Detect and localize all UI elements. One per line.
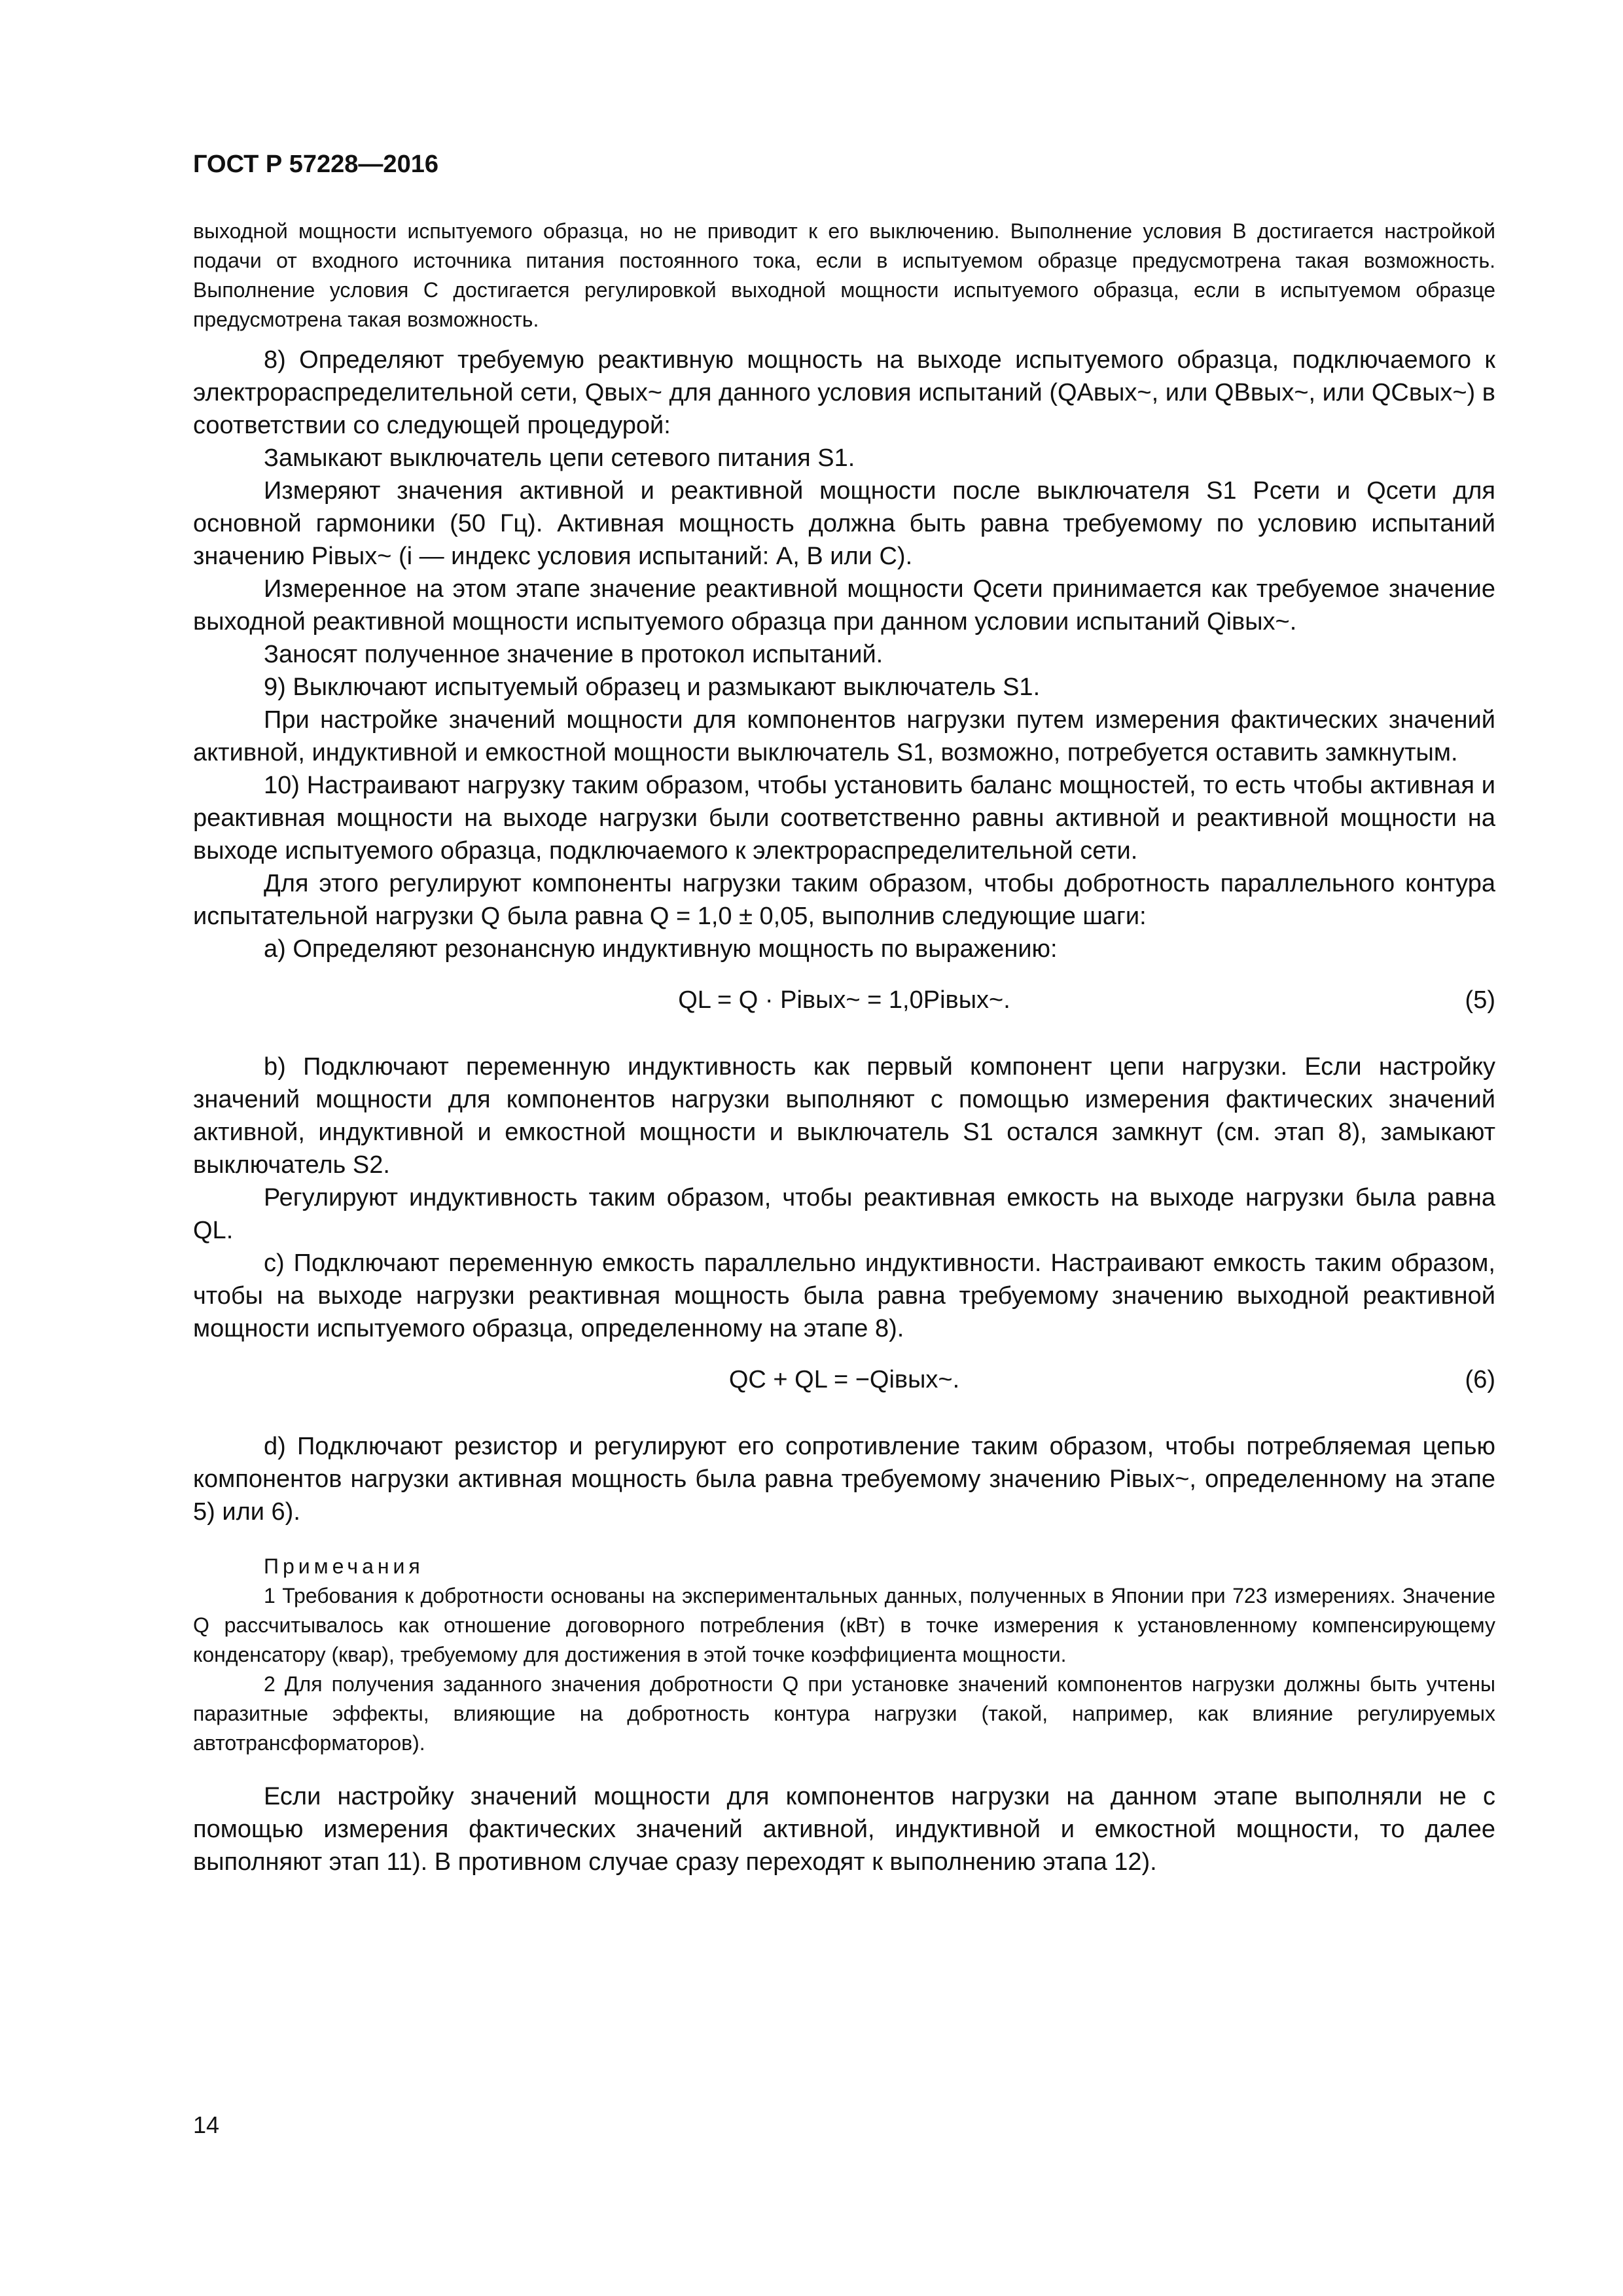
formula-5-expression: QL = Q · Piвых~ = 1,0Piвых~. bbox=[678, 986, 1010, 1014]
paragraph-step-d: d) Подключают резистор и регулируют его сопротивление таким образом, чтобы потребляемая цепью компонентов нагрузки активная мощность была равна требуемому значению Piвых~, определенному на этапе 5) или 6). bbox=[193, 1433, 1495, 1526]
formula-5 bbox=[193, 984, 1495, 1030]
paragraph-measure-power: Измеряют значения активной и реактивной мощности после выключателя S1 Pсети и Qсети для основной гармоники (50 Гц). Активная мощность должна быть равна требуемому по условию испытаний значению Piвых~ (i — индекс условия испытаний: A, B или C). bbox=[193, 477, 1495, 570]
paragraph-step-9: 9) Выключают испытуемый образец и размыкают выключатель S1. bbox=[264, 673, 1041, 701]
formula-5-number: (5) bbox=[1465, 986, 1495, 1014]
formula-6-expression: QC + QL = −Qiвых~. bbox=[728, 1366, 960, 1393]
document-page bbox=[193, 151, 1495, 1878]
paragraph-record-value: Заносят полученное значение в протокол испытаний. bbox=[264, 641, 883, 668]
paragraph-close-s1: Замыкают выключатель цепи сетевого питания S1. bbox=[264, 444, 855, 472]
paragraph-quality-factor: Для этого регулируют компоненты нагрузки таким образом, чтобы добротность параллельного контура испытательной нагрузки Q была равна Q = 1,0 ± 0,05, выполнив следующие шаги: bbox=[193, 870, 1495, 930]
paragraph-step-a: a) Определяют резонансную индуктивную мощность по выражению: bbox=[264, 935, 1058, 963]
formula-6 bbox=[193, 1363, 1495, 1409]
document-header: ГОСТ Р 57228—2016 bbox=[193, 151, 438, 178]
paragraph-step-8: 8) Определяют требуемую реактивную мощность на выходе испытуемого образца, подключаемого к электрораспределительной сети, Qвых~ для данного условия испытаний (QAвых~, или QBвых~, или QCвых~) в соответствии со следующей процедурой: bbox=[193, 346, 1495, 439]
paragraph-adjust-inductance: Регулируют индуктивность таким образом, чтобы реактивная емкость на выходе нагрузки была равна QL. bbox=[193, 1184, 1495, 1244]
paragraph-step-b: b) Подключают переменную индуктивность как первый компонент цепи нагрузки. Если настройку значений мощности для компонентов нагрузки выполняют с помощью измерения фактических значений активной, индуктивной и емкостной мощности и выключатель S1 остался замкнут (см. этап 8), замыкают выключатель S2. bbox=[193, 1053, 1495, 1179]
paragraph-measured-value: Измеренное на этом этапе значение реактивной мощности Qсети принимается как требуемое значение выходной реактивной мощности испытуемого образца при данном условии испытаний Qiвых~. bbox=[193, 575, 1495, 636]
notes-block bbox=[193, 1552, 1495, 1758]
final-paragraph: Если настройку значений мощности для компонентов нагрузки на данном этапе выполняли не с помощью измерения фактических значений активной, индуктивной и емкостной мощности, то далее выполняют этап 11). В противном случае сразу переходят к выполнению этапа 12). bbox=[193, 1783, 1495, 1876]
paragraph-step-10: 10) Настраивают нагрузку таким образом, чтобы установить баланс мощностей, то есть чтобы активная и реактивная мощности на выходе нагрузки были соответственно равны активной и реактивной мощности на выходе испытуемого образца, подключаемого к электрораспределительной сети. bbox=[193, 772, 1495, 865]
final-block bbox=[193, 1780, 1495, 1878]
note-2: 2 Для получения заданного значения добротности Q при установке значений компонентов нагрузки должны быть учтены паразитные эффекты, влияющие на добротность контура нагрузки (такой, например, как влияние регулируемых автотрансформаторов). bbox=[193, 1672, 1495, 1755]
page-number: 14 bbox=[193, 2111, 220, 2138]
body-text bbox=[193, 344, 1495, 1528]
notes-title: Примечания bbox=[264, 1554, 424, 1578]
note-1: 1 Требования к добротности основаны на экспериментальных данных, полученных в Японии при 723 измерениях. Значение Q рассчитывалось как отношение договорного потребления (кВт) в точке измерения к установленному компенсирующему конденсатору (квар), требуемому для достижения в этой точке коэффициента мощности. bbox=[193, 1584, 1495, 1666]
paragraph-s1-closed: При настройке значений мощности для компонентов нагрузки путем измерения фактических значений активной, индуктивной и емкостной мощности выключатель S1, возможно, потребуется оставить замкнутым. bbox=[193, 706, 1495, 766]
intro-paragraph: выходной мощности испытуемого образца, но не приводит к его выключению. Выполнение условия B достигается настройкой подачи от входного источника питания постоянного тока, если в испытуемом образце предусмотрена такая возможность. Выполнение условия C достигается регулировкой выходной мощности испытуемого образца, если в испытуемом образце предусмотрена такая возможность. bbox=[193, 219, 1495, 331]
paragraph-step-c: c) Подключают переменную емкость параллельно индуктивности. Настраивают емкость таким образом, чтобы на выходе нагрузки реактивная мощность была равна требуемому значению выходной реактивной мощности испытуемого образца, определенному на этапе 8). bbox=[193, 1249, 1495, 1342]
formula-6-number: (6) bbox=[1465, 1366, 1495, 1393]
